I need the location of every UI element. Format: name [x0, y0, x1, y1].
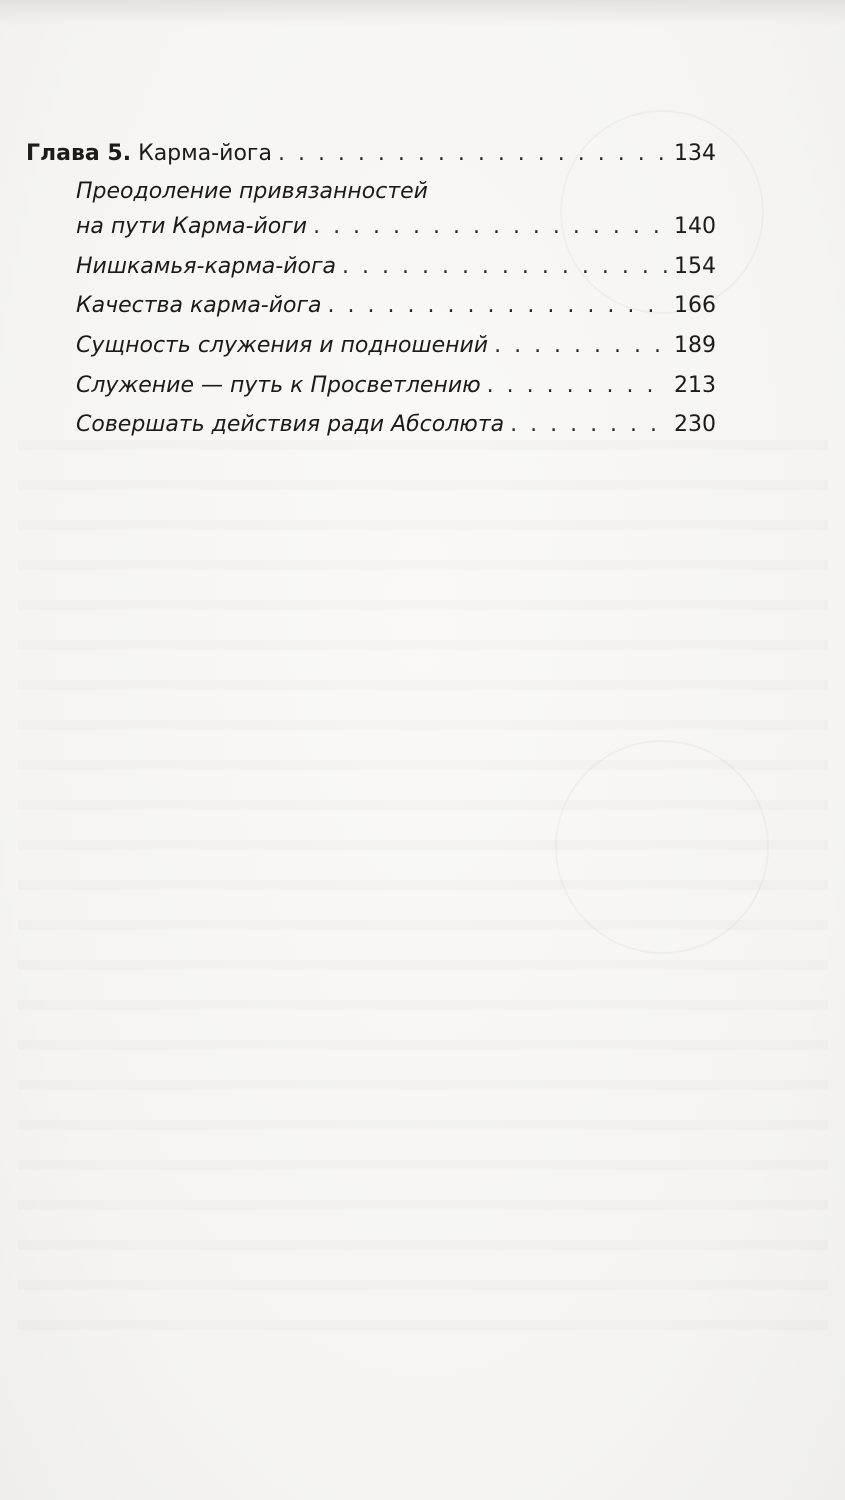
toc-entry-title: на пути Карма-йоги — [76, 214, 308, 239]
toc-entry-title: Сущность служения и подношений — [76, 333, 489, 358]
page-number: 134 — [674, 141, 716, 166]
dot-leader — [510, 405, 668, 445]
toc-entry-row[interactable] — [76, 207, 716, 247]
toc-entry-row[interactable] — [76, 366, 716, 406]
toc-entry-row[interactable] — [76, 326, 716, 366]
dot-leader — [342, 247, 668, 287]
dot-leader — [494, 326, 668, 366]
page-number: 213 — [674, 373, 716, 398]
toc-entry-row[interactable] — [76, 405, 716, 445]
dot-leader — [278, 134, 668, 174]
chapter-label: Глава 5. — [26, 141, 132, 166]
page-number: 140 — [674, 214, 716, 239]
page-number: 154 — [674, 254, 716, 279]
toc-entry-row[interactable] — [76, 247, 716, 287]
page-number: 166 — [674, 293, 716, 318]
dot-leader — [487, 366, 668, 406]
page-number: 189 — [674, 333, 716, 358]
toc-entry-title: Нишкамья-карма-йога — [76, 254, 337, 279]
toc-entry-row[interactable] — [76, 286, 716, 326]
page-number: 230 — [674, 412, 716, 437]
toc-entry-title-line1: Преодоление привязанностей — [76, 179, 428, 204]
dot-leader — [328, 286, 668, 326]
toc-entry-title: Служение — путь к Просветлению — [76, 373, 481, 398]
toc-entry-title: Качества карма-йога — [76, 293, 322, 318]
toc-chapter-row[interactable] — [26, 134, 716, 174]
chapter-title: Карма-йога — [138, 141, 272, 166]
toc-entry-title: Совершать действия ради Абсолюта — [76, 412, 505, 437]
dot-leader — [313, 207, 668, 247]
